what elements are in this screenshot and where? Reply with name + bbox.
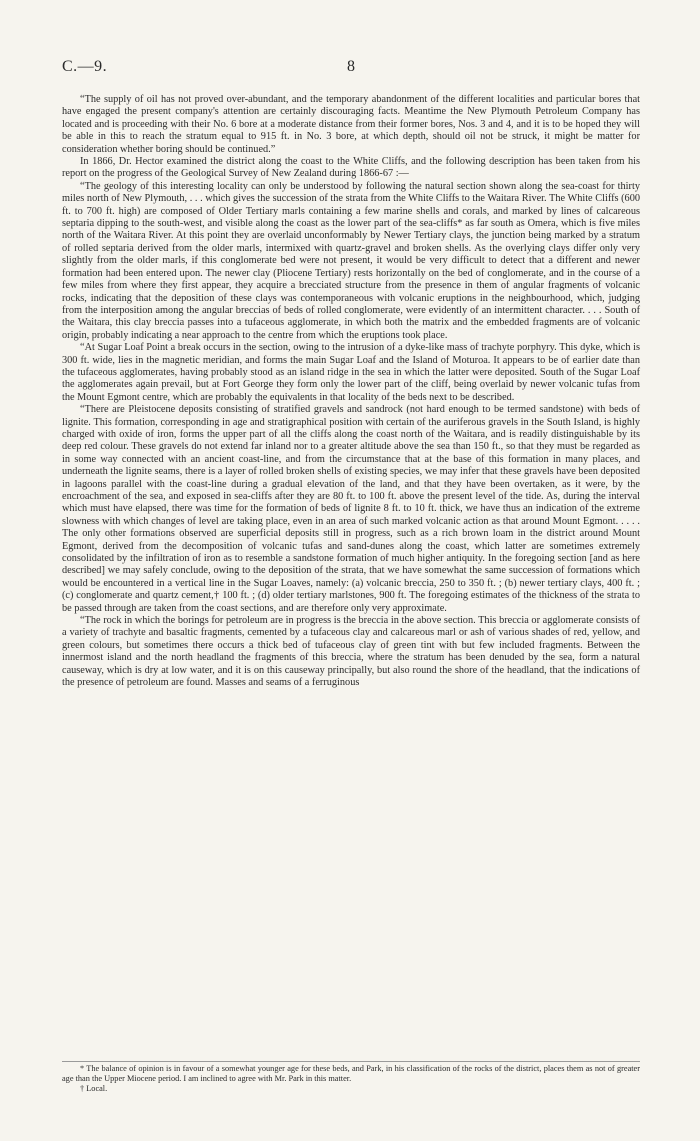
page-number: 8 [347,58,355,75]
footnote: † Local. [80,1084,108,1093]
footnote: * The balance of opinion is in favour of a somewhat younger age for these beds, and Park, in his classification of the rocks of the district, places them as not of greater age than the Upper Miocene period. I am inclined to agree with Mr. Park in this matter. [62,1064,640,1083]
paragraph: “The supply of oil has not proved over-abundant, and the temporary abandonment of the different localities and particular bores that have engaged the present company's attention are certainly discouraging facts. Meantime the New Plymouth Petroleum Company has located and is proceeding with their No. 6 bore at a moderate distance from their former bores, Nos. 3 and 4, and it is to be hoped they will be able in this to reach the stratum equal to 915 ft. in No. 3 bore, at which depth, should oil not be struck, it might be matter for consideration whether boring should be continued.” [62,94,640,155]
paragraph: In 1866, Dr. Hector examined the district along the coast to the White Cliffs, and the following description has been taken from his report on the progress of the Geological Survey of New Zealand during 1866-67 :— [62,156,640,180]
paragraph: “There are Pleistocene deposits consisting of stratified gravels and sandrock (not hard enough to be termed sandstone) with beds of lignite. This formation, corresponding in age and stratigraphical position with certain of the auriferous gravels in the South Island, is highly charged with oxide of iron, forms the upper part of all the cliffs along the coast north of the Waitara, and is readily distinguishable by its deep red colour. These gravels do not extend far inland nor to a greater altitude above the sea than 150 ft., so that they must be regarded as in some way connected with an ancient coast-line, and from the circumstance that at the base of this formation in many places, and underneath the lignite seams, there is a layer of rolled broken shells of existing species, we may infer that these gravels have been deposited in lagoons parallel with the coast-line during a gradual elevation of the land, and that they have been overtaken, as it were, by the encroachment of the sea, and exposed in sea-cliffs after they are 80 ft. to 100 ft. above the present level of the tide. As, during the interval which must have elapsed, there was time for the formation of beds of lignite 8 ft. to 10 ft. thick, we have thus an indication of the extreme slowness with which changes of level are taking place, even in an area of such marked volcanic action as that around Mount Egmont. . . . . The only other formations observed are superficial deposits still in progress, such as a rich brown loam in the district around Mount Egmont, derived from the decomposition of volcanic tufas and sand-dunes along the coast, which latter are sometimes extremely consolidated by the infiltration of iron as to resemble a sandstone formation of much higher antiquity. In the foregoing section [and as here described] we may safely conclude, owing to the deposition of the strata, that we have somewhat the same succession of formations which would be encountered in a vertical line in the Sugar Loaves, namely: (a) volcanic breccia, 250 to 350 ft. ; (b) newer tertiary clays, 400 ft. ; (c) conglomerate and quartz cement,† 100 ft. ; (d) older tertiary marlstones, 900 ft. The foregoing estimates of the thickness of the strata to be passed through are taken from the coast sections, and are therefore only very approximate. [62,404,640,614]
footnotes [62,1064,640,1094]
document-reference: C.—9. [62,58,108,75]
page-header [62,58,640,82]
footnote-divider [62,1061,640,1062]
body-text [62,94,640,690]
paragraph: “The rock in which the borings for petroleum are in progress is the breccia in the above section. This breccia or agglomerate consists of a variety of trachyte and basaltic fragments, cemented by a tufaceous clay and calcareous marl or ash of various shades of red, yellow, and green colours, but sometimes there occurs a thick bed of tufaceous clay of green tint with but few included fragments. Between the innermost island and the north headland the fragments of this breccia, where the stratum has been denuded by the sea, form a natural causeway, which is dry at low water, and it is on this causeway principally, but also round the shore of the headland, that the indications of the presence of petroleum are found. Masses and seams of a ferruginous [62,615,640,689]
paragraph: “The geology of this interesting locality can only be understood by following the natural section shown along the sea-coast for thirty miles north of New Plymouth, . . . which gives the succession of the strata from the White Cliffs to the Waitara River. The White Cliffs (600 ft. to 700 ft. high) are composed of Older Tertiary marls containing a few marine shells and corals, and marked by lines of calcareous septaria dipping to the south-west, and visible along the coast as the lower part of the sea-cliffs* as far south as Omera, which is five miles north of the Waitara River. At this point they are overlaid unconformably by Newer Tertiary clays, the junction being marked by a stratum of rolled septaria derived from the older marls, intermixed with quartz-gravel and broken shells. As the overlying clays differ only very slightly from the older marls, if this conglomerate bed were not present, it would be very difficult to detect that a different and newer formation had been entered upon. The newer clay (Pliocene Tertiary) rests horizontally on the bed of conglomerate, and in the course of a few miles from where they first appear, they acquire a brecciated structure from the presence in them of angular fragments of volcanic rocks, indicating that the deposition of these clays was contemporaneous with volcanic eruptions in the neighbourhood, which, judging from the interposition among the angular breccias of beds of rolled conglomerate, were evidently of an intermittent character. . . . South of the Waitara, this clay breccia passes into a tufaceous agglomerate, in which both the matrix and the embedded fragments are of volcanic origin, probably indicating a near approach to the centre from which the eruptions took place. [62,180,640,341]
paragraph: “At Sugar Loaf Point a break occurs in the section, owing to the intrusion of a dyke-like mass of trachyte porphyry. This dyke, which is 300 ft. wide, lies in the magnetic meridian, and forms the main Sugar Loaf and the Island of Moturoa. It appears to be of earlier date than the tufaceous agglomerates, having probably stood as an island ridge in the sea in which the latter were deposited. South of the Sugar Loaf the agglomerates again prevail, but at Fort George they form only the lower part of the cliff, being overlaid by newer volcanic tufas from the Mount Egmont centre, which are probably the equivalents in that locality of the beds next to be described. [62,342,640,403]
